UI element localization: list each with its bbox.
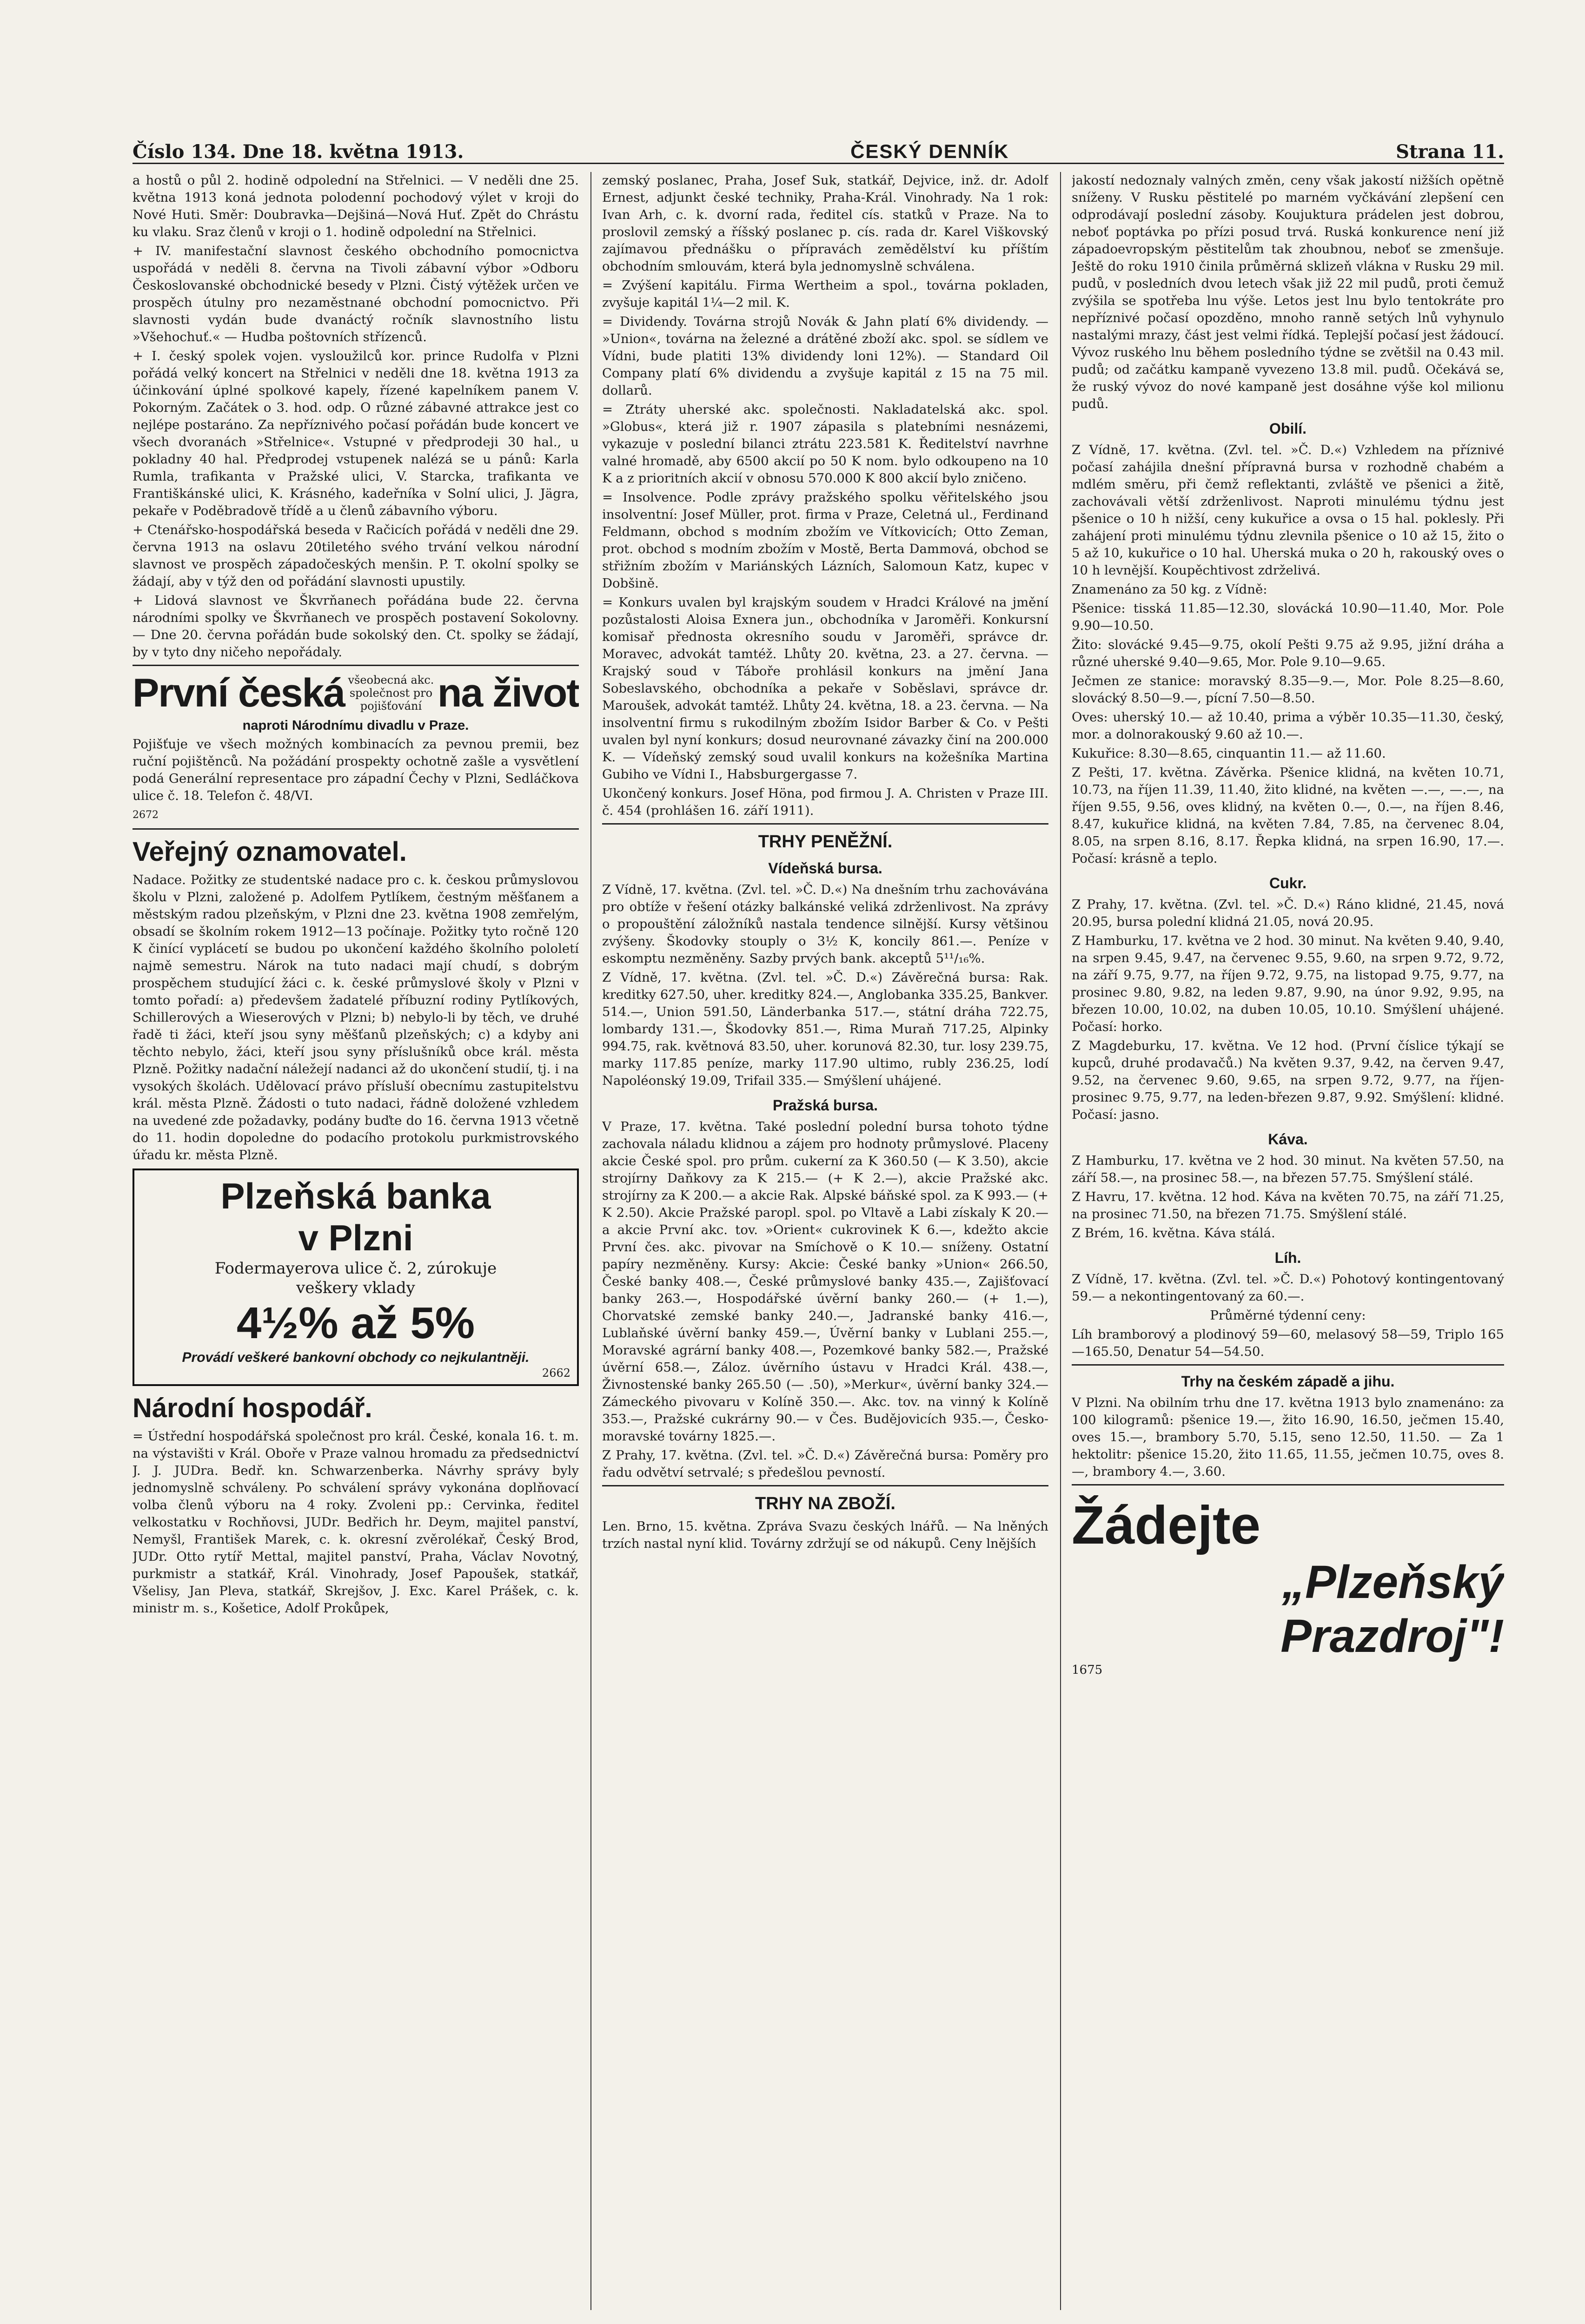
- article-paragraph: Z Brém, 16. května. Káva stálá.: [1072, 1226, 1275, 1241]
- column-divider: [590, 172, 591, 2310]
- subsection-heading: Cukr.: [1269, 875, 1307, 891]
- article-paragraph: + Ctenářsko-hospodářská beseda v Račicích pořádá v neděli dne 29. června 1913 na oslavu 20tiletého svého trvání velkou národní slavnost ve prospěch západočeských menšin. P. T. okolní spolky se žádají, aby v týž den od pořádání slavnosti upustily.: [133, 522, 579, 589]
- column-3: [1072, 172, 1504, 1677]
- page-header: [133, 130, 1504, 164]
- subsection-heading: Obilí.: [1269, 420, 1306, 437]
- article-paragraph: zemský poslanec, Praha, Josef Suk, statkář, Dejvice, inž. dr. Adolf Ernest, adjunkt české techniky, Praha-Král. Vinohrady. Na 1 rok: Ivan Arh, c. k. dvorní rada, ředitel cís. statků v Praze. Na to proslovil zemský a říšský poslanec p. cís. rada dr. Karel Viškovský zajímavou přednášku o přípravách zemědělství ku příštím obchodním smlouvám, která byla jednomyslně schválena.: [602, 173, 1048, 274]
- divider: [133, 828, 579, 830]
- article-paragraph: Z Prahy, 17. května. (Zvl. tel. »Č. D.«) Ráno klidné, 21.45, nová 20.95, bursa polední klidná 21.05, nová 20.95.: [1072, 897, 1504, 929]
- beer-ad-line-1: Žádejte: [1072, 1495, 1261, 1555]
- bank-ad-title-2: v Plzni: [298, 1217, 413, 1258]
- article-paragraph: = Ztráty uherské akc. společnosti. Nakladatelská akc. spol. »Globus«, která již r. 1907 zápasila s platebními nesnázemi, vykazuje v poslední bilanci ztrátu 223.581 K. Ředitelství navrhne valné hromadě, aby 6500 akcií po 50 K nom. bylo odkoupeno na 10 K a z prioritních akcií v obnosu 570.000 K 800 akcií bylo zničeno.: [602, 402, 1048, 486]
- subsection-heading: Trhy na českém západě a jihu.: [1181, 1373, 1395, 1390]
- beer-ad-line-2: „Plzeňský: [1281, 1556, 1504, 1608]
- article-paragraph: = Insolvence. Podle zprávy pražského spolku věřitelského jsou insolventní: Josef Müller, prot. firma v Praze, Celetná ul., Ferdinand Feldmann, obchod s modním zbožím ve Vítkovicích; Otto Zeman, prot. obchod s modním zbožím v Mostě, Berta Dammová, obchod se střižním zbožím v Mariánských Lázních, Salomoun Katz, kupec v Dobšině.: [602, 490, 1048, 591]
- bank-ad-slogan: Provádí veškeré bankovní obchody co nejkulantněji.: [182, 1350, 530, 1365]
- insurance-ad-mid: [348, 673, 434, 713]
- beer-ad: [1072, 1495, 1504, 1677]
- issue-number-date: Číslo 134. Dne 18. května 1913.: [133, 141, 464, 163]
- divider: [1072, 1364, 1504, 1366]
- article-paragraph: Pšenice: tisská 11.85—12.30, slovácká 10.90—11.40, Mor. Pole 9.90—10.50.: [1072, 601, 1504, 633]
- article-paragraph: Ječmen ze stanice: moravský 8.35—9.—, Mor. Pole 8.25—8.60, slovácký 8.50—9.—, pícní 7.50—8.50.: [1072, 673, 1504, 706]
- insurance-ad-mid-line: pojišťování: [360, 700, 422, 713]
- subsection-heading: Pražská bursa.: [773, 1097, 878, 1114]
- subsection-heading: Káva.: [1268, 1131, 1308, 1148]
- article-paragraph: = Konkurs uvalen byl krajským soudem v Hradci Králové na jmění pozůstalosti Aloisa Exnera jun., obchodníka v Jaroměři. Konkursní komisař přednosta okresního soudu v Jaroměři, správce dr. Moravec, advokát tamtéž. Lhůty 20. května, 23. a 27. června. — Krajský soud v Táboře prohlásil konkurs na jmění Jana Sobeslavského, obchodníka a pekaře v Soběslavi, správce dr. Maroušek, advokát tamtéž. Lhůty 24. května, 18. a 23. června. — Na insolventní firmu s rukodilným zbožím Isidor Barber & Co. v Pešti uvalen byl nyní konkurs; dosud neurovnané závazky činí na 200.000 K. — Vídeňský zemský soud uvalil konkurs na kožešníka Martina Gubiho ve Vídni I., Habsburgergasse 7.: [602, 595, 1048, 782]
- article-paragraph: Líh bramborový a plodinový 59—60, melasový 58—59, Triplo 165—165.50, Denatur 54—54.50.: [1072, 1327, 1504, 1359]
- article-paragraph: + Lidová slavnost ve Škvrňanech pořádána bude 22. června národními spolky ve Škvrňanech ve prospěch postavení Sokolovny. — Dne 20. června pořádán bude sokolský den. Ct. spolky se žádají, by v tyto dny ničeho nepořádaly.: [133, 593, 579, 660]
- newspaper-title: ČESKÝ DENNÍK: [850, 140, 1009, 162]
- insurance-ad-mid-line: všeobecná akc.: [348, 673, 434, 687]
- bank-ad-address: Fodermayerova ulice č. 2, zúrokuje: [214, 1259, 497, 1278]
- divider: [602, 823, 1048, 825]
- column-2: [602, 172, 1048, 1554]
- divider: [1072, 1484, 1504, 1486]
- bank-ad: [133, 1169, 579, 1386]
- article-paragraph: Z Hamburku, 17. května ve 2 hod. 30 minut. Na květen 9.40, 9.40, na srpen 9.45, 9.47, na červenec 9.55, 9.60, na srpen 9.72, 9.72, na září 9.75, 9.77, na říjen 9.72, 9.75, na listopad 9.75, 9.77, na prosinec 9.80, 9.82, na leden 9.87, 9.90, na únor 9.92, 9.95, na březen 10.00, 10.02, na duben 10.05, 10.10. Smýšlení uhájené. Počasí: horko.: [1072, 933, 1504, 1034]
- article-paragraph: Průměrné týdenní ceny:: [1210, 1308, 1366, 1323]
- section-heading: Veřejný oznamovatel.: [133, 837, 407, 867]
- article-paragraph: = Dividendy. Továrna strojů Novák & Jahn platí 6% dividendy. — »Union«, továrna na železné a drátěné zboží akc. spol. se sídlem ve Vídni, bude platiti 13% dividendy loni 12%). — Standard Oil Company platí 6% dividendu a zvyšuje kapitál z 15 na 75 mil. dollarů.: [602, 314, 1048, 398]
- insurance-ad-left: První česká: [133, 671, 345, 715]
- newspaper-page: [133, 130, 1504, 2315]
- article-paragraph: = Zvýšení kapitálu. Firma Wertheim a spol., továrna pokladen, zvyšuje kapitál 1¼—2 mil. K.: [602, 278, 1048, 310]
- article-paragraph: V Plzni. Na obilním trhu dne 17. května 1913 bylo znamenáno: za 100 kilogramů: pšenice 19.—, žito 16.90, 16.50, ječmen 15.40, oves 15.—, brambory 5.70, 5.15, seno 12.50, 11.50. — Za 1 hektolitr: pšenice 15.20, žito 11.65, 11.55, ječmen 10.75, oves 8.—, brambory 4.—, 3.60.: [1072, 1395, 1504, 1479]
- page-number: Strana 11.: [1396, 141, 1504, 163]
- article-paragraph: Žito: slovácké 9.45—9.75, okolí Pešti 9.75 až 9.95, jižní dráha a různé uherské 9.40—9.65, Mor. Pole 9.10—9.65.: [1072, 637, 1504, 669]
- insurance-ad-title: [133, 671, 579, 715]
- divider: [133, 665, 579, 666]
- section-heading: TRHY PENĚŽNÍ.: [758, 832, 893, 852]
- article-paragraph: jakostí nedoznaly valných změn, ceny však jakostí nižších opětně sníženy. V Rusku pěstitelé po marném vyčkávání zlepšení cen odprodávají poslední zásoby. Koujuktura prádelen jest dobrou, neboť poptávka po přízi posud trvá. Ruská konkurence není již západoevropským pěstitelům tak zhoubnou, neboť se zmenšuje. Ještě do roku 1910 činila průměrná sklizeň vlákna v Rusku 29 mil. pudů, v posledních dvou letech však již 22 mil pudů, proti čemuž zvýšila se spotřeba lnu výše. Letos jest lnu bylo tentokráte pro nepříznivé počasí opozděno, mnoho ranně setých lnů vyhynulo nastalými mrazy, část jest velmi řídká. Teplejší počasí jest žádoucí. Vývoz ruského lnu během posledního týdne se zvětšil na 0.43 mil. pudů; od začátku kampaně vyvezeno 13.8 mil. pudů. Očekává se, že ruský vývoz do nové kampaně jest dosáhne výše kol milionu pudů.: [1072, 173, 1504, 411]
- insurance-ad-right: na život: [437, 671, 579, 715]
- article-paragraph: a hostů o půl 2. hodině odpolední na Střelnici. — V neděli dne 25. května 1913 koná jednota polodenní pochodový výlet v kroji do Nové Huti. Směr: Doubravka—Dejšiná—Nová Huť. Zpět do Chrástu ku vlaku. Sraz členů v kroji o 1. hodině odpolední na Střelnici.: [133, 173, 579, 239]
- bank-ad-title: Plzeňská banka: [220, 1175, 491, 1216]
- article-paragraph: Z Vídně, 17. května. (Zvl. tel. »Č. D.«) Na dnešním trhu zachovávána pro obtíže v řešení otázky balkánské veliká zdrženlivost. Na zprávy o propouštění záložníků nastala tendence silnější. Kursy většinou zvýšeny. Škodovky stouply o 3½ K, koncily 861.—. Peníze v eskomptu nezměněny. Sazby prvých bank. akceptů 5¹¹/₁₆%.: [602, 882, 1048, 966]
- section-heading: Národní hospodář.: [133, 1393, 372, 1423]
- article-paragraph: Oves: uherský 10.— až 10.40, prima a výběr 10.35—11.30, český, mor. a dolnorakouský 9.60 až 10.—.: [1072, 710, 1504, 742]
- article-paragraph: V Praze, 17. května. Také poslední polední bursa tohoto týdne zachovala náladu klidnou a zájem pro hodnoty průmyslové. Placeny akcie České spol. pro prům. cukerní za K 360.50 (— K 3.50), akcie strojírny Daňkovy za K 215.— (+ K 2.—), akcie Pražské akc. strojírny za K 200.— a akcie Rak. Alpské báňské spol. za K 993.— (+ K 2.50). Akcie Pražské paropl. spol. po Vltavě a Labi získaly K 20.— a akcie První akc. tov. »Orient« cukrovinek K 6.—, kdežto akcie První čes. akc. pivovar na Smíchově o K 10.— sníženy. Ostatní papíry nezměněny. Kursy: Akcie: České banky »Union« 266.50, České banky 408.—, České průmyslové banky 435.—, Zajišťovací banky 263.—, Hospodářské úvěrní banky 260.— (+ 1.—), Chorvatské zemské banky 240.—, Jadranské banky 416.—, Lublaňské úvěrní banky 459.—, Úvěrní banky v Lublani 255.—, Moravské agrární banky 408.—, Pozemkové banky 582.—, Pražské úvěrní 658.—, Záloz. úvěrního ústavu v Hradci Král. 438.—, Živnostenské banky 265.50 (— .50), »Merkur«, úvěrní banky 324.— Zámeckého pivovaru v Kolíně 350.—. Akc. tov. na vinný k Kolíně 353.—, Pražské cukrárny 90.— v Čes. Budějovicích 935.—, Česko-moravské továrny 1825.—.: [602, 1119, 1048, 1444]
- ad-number: 1675: [1072, 1663, 1103, 1677]
- article-paragraph: + I. český spolek vojen. vysloužilců kor. prince Rudolfa v Plzni pořádá velký koncert na Střelnici v neděli dne 18. května 1913 za účinkování úplné spolkové kapely, řízené kapelníkem panem V. Pokorným. Začátek o 3. hod. odp. O různé zábavné attrakce jest co nejlépe postaráno. Za nepříznivého počasí pořádán bude koncert ve všech dvoranách »Střelnice«. Vstupné v předprodeji 30 hal., u pokladny 40 hal. Předprodej vstupenek nalézá se u pánů: Karla Rumla, trafikanta v Pražské ulici, V. Starcka, trafikanta ve Františkánské ulici, K. Krásného, kadeřníka v Solní ulici, J. Jägra, pekaře v Poděbradově třídě a u členů zábavního výboru.: [133, 349, 579, 518]
- article-paragraph: Kukuřice: 8.30—8.65, cinquantin 11.— až 11.60.: [1072, 746, 1386, 761]
- article-paragraph: Ukončený konkurs. Josef Höna, pod firmou J. A. Christen v Praze III. č. 454 (prohlášen 16. září 1911).: [602, 786, 1048, 818]
- beer-ad-line-3: Prazdroj"!: [1280, 1610, 1504, 1662]
- article-paragraph: = Ústřední hospodářská společnost pro král. České, konala 16. t. m. na výstavišti v Král. Oboře v Praze valnou hromadu za předsednictví J. J. JUDra. Bedř. kn. Schwarzenberka. Návrhy správy byly jednomyslně schváleny. Po schválení správy vykonána doplňovací volba členů výboru na 4 roky. Zvoleni pp.: Cervinka, ředitel velkostatku v Rochňovsi, JUDr. Bedřich hr. Deym, majitel panství, Nemyšl, František Marek, c. k. okresní zvěrolékař, Český Brod, JUDr. Otto rytíř Mettal, majitel panství, Praha, Václav Novotný, purkmistr a statkář, Král. Vinohrady, Josef Papoušek, statkář, Všelisy, Jan Pleva, statkář, Skrejšov, J. Exc. Karel Prášek, c. k. ministr m. s., Košetice, Adolf Prokůpek,: [133, 1429, 579, 1616]
- article-paragraph: + IV. manifestační slavnost českého obchodního pomocnictva uspořádá v neděli 8. června na Tivoli zábavní výbor »Odboru Českoslovanské obchodnické besedy v Plzni. Čistý výtěžek určen ve prospěch útulny pro nezaměstnané obchodní pomocnictvo. Při slavnosti vydán bude dvanáctý ročník slavnostního listu »Všehochuť.« — Hudba poštovních střízenců.: [133, 244, 579, 344]
- divider: [602, 1485, 1048, 1486]
- insurance-ad-sub: naproti Národnímu divadlu v Praze.: [242, 718, 469, 733]
- insurance-ad: [133, 671, 579, 824]
- article-paragraph: Z Vídně, 17. května. (Zvl. tel. »Č. D.«) Pohotový kontingentovaný 59.— a nekontingentovaný za 60.—.: [1072, 1272, 1504, 1304]
- column-divider: [1060, 172, 1061, 2310]
- article-paragraph: Len. Brno, 15. května. Zpráva Svazu českých lnářů. — Na lněných trzích nastal nyní klid. Továrny zdržují se od nákupů. Ceny lnějších: [602, 1519, 1048, 1551]
- ad-number: 2672: [133, 809, 159, 821]
- article-paragraph: Z Magdeburku, 17. května. Ve 12 hod. (První číslice týkají se kupců, druhé prodavačů.) Na květen 9.37, 9.42, na červen 9.47, 9.52, na červenec 9.60, 9.65, na srpen 9.72, 9.77, na říjen-prosinec 9.75, 9.77, na leden-březen 9.87, 9.92. Smýšlení: klidné. Počasí: jasno.: [1072, 1038, 1504, 1122]
- column-1: [133, 172, 579, 1619]
- article-paragraph: Z Pešti, 17. května. Závěrka. Pšenice klidná, na květen 10.71, 10.73, na říjen 11.39, 11.40, žito klidné, na květen —.—, —.—, na říjen 9.55, 9.56, oves klidný, na květen 0.—, 0.—, na říjen 8.46, 8.47, kukuřice klidná, na květen 7.84, 7.85, na červenec 8.04, 8.05, na srpen 8.16, 8.17. Řepka klidná, na srpen 16.90, 17.—. Počasí: krásně a teplo.: [1072, 765, 1504, 866]
- article-paragraph: Znamenáno za 50 kg. z Vídně:: [1072, 582, 1267, 597]
- subsection-heading: Líh.: [1274, 1249, 1301, 1266]
- bank-ad-address-2: veškery vklady: [296, 1279, 415, 1297]
- article-paragraph: Z Vídně, 17. května. (Zvl. tel. »Č. D.«) Závěrečná bursa: Rak. kreditky 627.50, uher. kreditky 824.—, Anglobanka 335.25, Bankver. 514.—, Union 591.50, Länderbanka 517.—, státní dráha 722.75, lombardy 131.—, Škodovky 851.—, Rima Muraň 717.25, Alpinky 994.75, rak. květnová 83.50, uher. korunová 82.30, tur. losy 239.75, marky 117.85 peníze, marky 117.90 ultimo, rubly 236.25, lodí Napoléonský 19.09, Trifail 335.— Smýšlení uhájené.: [602, 970, 1048, 1088]
- section-heading: TRHY NA ZBOŽÍ.: [755, 1494, 895, 1513]
- article-paragraph: Z Vídně, 17. května. (Zvl. tel. »Č. D.«) Vzhledem na příznivé počasí zahájila dnešní přípravná bursa v rozhodně chabém a mdlém směru, při čemž reflektanti, zvláště ve pšenici a žitě, zachovávali větší zdrženlivost. Naproti minulému týdnu jest pšenice o 10 h nižší, ceny kukuřice a ovsa o 15 hal. poklesly. Při zahájení proti minulému týdnu zlevnila pšenice o 10 až 15, žito o 5 až 10, kukuřice o 10 hal. Uherská muka o 20 h, rakouský oves o 10 h levnější. Koupěchtivost zdrželivá.: [1072, 442, 1504, 578]
- insurance-ad-mid-line: společnost pro: [349, 687, 433, 700]
- bank-ad-rate: 4½% až 5%: [236, 1298, 475, 1348]
- article-paragraph: Z Prahy, 17. května. (Zvl. tel. »Č. D.«) Závěrečná bursa: Poměry pro řadu odvětví setrvalé; s předešlou pevností.: [602, 1448, 1048, 1480]
- subsection-heading: Vídeňská bursa.: [768, 860, 882, 877]
- article-paragraph: Nadace. Požitky ze studentské nadace pro c. k. českou průmyslovou školu v Plzni, založené p. Adolfem Pytlíkem, čestným měšťanem a městským radou plzeňským, v Plzni dne 23. května 1908 zemřelým, obsadí se školním rokem 1912—13 počínaje. Požitky tyto ročně 120 K činící vyplácetí se budou po ukončení každého školního pololetí najmě semestru. Nárok na tuto nadaci mají chudí, s dobrým prospěchem studující žáci c. k. české průmyslové školy v Plzni v tomto pořadí: a) předevšem žadatelé příbuzní rodiny Pytlíkových, Schillerových a Wieserových v Plzni; b) nebylo-li by těch, ve druhé řadě ti žáci, kteří jsou syny měšťanů plzeňských; c) a kdyby ani těchto nebylo, žáci, kteří jsou syny příslušníků obce král. města Plzně. Požitky nadační náležejí nadanci až do ukončení studií, tj. i na vysokých školách. Udělovací právo přísluší obecnímu zastupitelstvu král. města Plzně. Žádosti o tuto nadaci, řádně doložené vzhledem na uvedené zde požadavky, podány buďte do 16. června 1913 včetně do 11. hodin dopoledne do podacího protokolu purkmistrovského úřadu kr. města Plzně.: [133, 872, 579, 1162]
- ad-number: 2662: [542, 1367, 570, 1380]
- article-paragraph: Z Hamburku, 17. května ve 2 hod. 30 minut. Na květen 57.50, na září 58.—, na prosinec 58.—, na březen 57.75. Smýšlení stálé.: [1072, 1153, 1504, 1185]
- article-paragraph: Z Havru, 17. května. 12 hod. Káva na květen 70.75, na září 71.25, na prosinec 71.50, na březen 71.75. Smýšlení stálé.: [1072, 1189, 1504, 1221]
- insurance-ad-text: Pojišťuje ve všech možných kombinacích za pevnou premii, bez ruční pojištěnců. Na požádání prospekty ochotně zašle a vysvětlení podá Generální representace pro západní Čechy v Plzni, Sedláčkova ulice č. 18. Telefon č. 48/VI.: [133, 737, 579, 803]
